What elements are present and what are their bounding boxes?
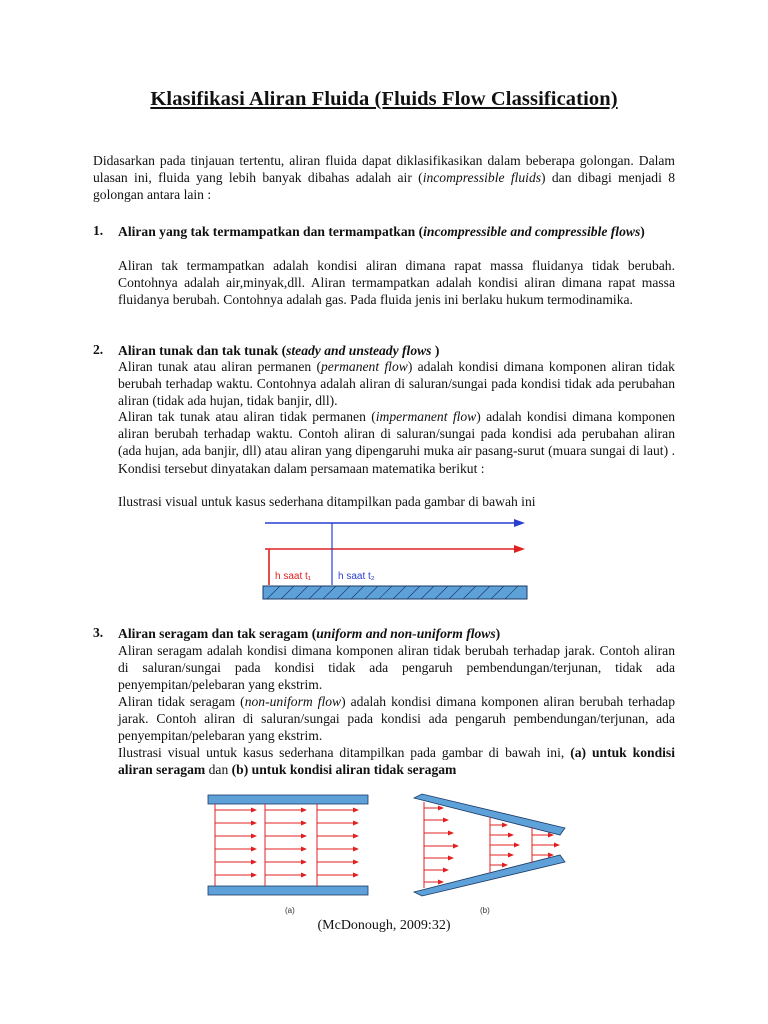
uniform-velocity-arrows	[215, 808, 359, 878]
section-3-para-2	[118, 693, 675, 745]
uniform-arrow-1-1-head	[301, 821, 307, 826]
nonuniform-arrow-b-3-head	[508, 853, 514, 858]
section-2-para-2	[118, 408, 675, 477]
flow-arrow-t1-head	[514, 545, 525, 553]
intro-text-1: Didasarkan pada tinjauan tertentu, aliran fluida dapat diklasifikasikan dalam beberapa golongan. Dalam ulasan ini, fluida yang lebih banyak dibahas adalah air (	[93, 153, 675, 186]
section-3-p3-bold-b: (b) untuk kondisi aliran tidak seragam	[231, 762, 457, 778]
uniform-arrow-2-3-head	[353, 847, 359, 852]
section-3-number: 3.	[93, 625, 104, 640]
section-2-p1-italic: permanent flow	[320, 359, 408, 374]
page-title: Klasifikasi Aliran Fluida (Fluids Flow Classification)	[150, 88, 618, 110]
section-2-heading	[118, 342, 675, 359]
bottom-wall	[208, 886, 368, 895]
section-1-heading-italic: incompressible and compressible flows	[423, 224, 641, 239]
nonuniform-arrow-a-1-head	[443, 818, 449, 823]
nonuniform-arrow-a-2-head	[448, 831, 454, 836]
uniform-arrow-1-0-head	[301, 808, 307, 813]
intro-italic: incompressible fluids	[422, 170, 542, 186]
intro-text-2: ) dan dibagi menjadi 8 golongan antara lain :	[93, 170, 675, 203]
nonuniform-arrow-a-3-head	[453, 844, 459, 849]
section-3-p2-italic: non-uniform flow	[244, 694, 342, 709]
section-3-p2-text: Aliran tidak seragam (	[118, 694, 245, 709]
uniform-arrow-1-3-head	[301, 847, 307, 852]
intro-paragraph	[93, 152, 675, 204]
nonuniform-arrow-a-0-head	[438, 806, 444, 811]
nonuniform-arrow-b-0-head	[502, 823, 508, 828]
uniform-arrow-0-5-head	[251, 873, 257, 878]
section-2-p1-text: Aliran tunak atau aliran permanen (	[118, 359, 321, 374]
section-3-heading-text: Aliran seragam dan tak seragam (	[118, 626, 317, 641]
nonuniform-arrow-c-1-head	[554, 843, 560, 848]
section-3-p3-bold-a: (a) untuk kondisi aliran seragam	[118, 745, 675, 778]
unsteady-flow-figure	[255, 515, 535, 605]
uniform-arrow-2-1-head	[353, 821, 359, 826]
section-2-para-1	[118, 358, 675, 410]
section-1-heading-text: Aliran yang tak termampatkan dan termampatkan (	[118, 224, 424, 239]
uniform-arrow-0-0-head	[251, 808, 257, 813]
citation: (McDonough, 2009:32)	[317, 918, 451, 933]
label-b: (b)	[480, 906, 490, 915]
section-2-p1-text-2: ) adalah kondisi dimana komponen aliran tidak berubah terhadap waktu. Contohnya adalah aliran di saluran/sungai pada kondisi tidak ada perubahan aliran (tidak ada hujan, tidak banjir, dll).	[118, 359, 675, 409]
label-h-t2: h saat t₂	[338, 571, 375, 582]
section-2-heading-end: )	[431, 343, 440, 358]
label-h-t1: h saat t₁	[275, 571, 312, 582]
section-1-body: Aliran tak termampatkan adalah kondisi aliran dimana rapat massa fluidanya tidak berubah. Contohnya adalah air,minyak,dll. Aliran termampatkan adalah kondisi aliran dimana rapat massa fluidanya berubah. Contohnya adalah gas. Pada fluida jenis ini berlaku hukum termodinamika.	[118, 258, 675, 308]
uniform-arrow-1-5-head	[301, 873, 307, 878]
section-3-p2-text-2: ) adalah kondisi dimana komponen aliran berubah terhadap jarak. Contoh aliran di saluran/sungai pada kondisi ada pengaruh pembendungan/terjunan, ada penyempitan/pelebaran yang ekstrim.	[118, 694, 675, 744]
section-3-p3-text: Ilustrasi visual untuk kasus sederhana ditampilkan pada gambar di bawah ini,	[118, 745, 571, 760]
uniform-arrow-2-0-head	[353, 808, 359, 813]
section-2-para-3: Ilustrasi visual untuk kasus sederhana ditampilkan pada gambar di bawah ini	[118, 494, 536, 509]
uniform-arrow-1-2-head	[301, 834, 307, 839]
uniform-arrow-2-2-head	[353, 834, 359, 839]
nonuniform-arrow-a-6-head	[438, 880, 444, 885]
uniform-arrow-2-5-head	[353, 873, 359, 878]
uniform-arrow-0-3-head	[251, 847, 257, 852]
section-2-heading-italic: steady and unsteady flows	[286, 343, 432, 358]
uniform-arrow-0-4-head	[251, 860, 257, 865]
section-3-heading-end: )	[495, 626, 501, 641]
section-3-p3-mid: dan	[205, 762, 232, 778]
section-2-p2-italic: impermanent flow	[375, 409, 477, 424]
uniform-arrow-0-2-head	[251, 834, 257, 839]
section-3-para-3	[118, 744, 675, 778]
section-2-number: 2.	[93, 342, 104, 357]
section-2-p2-text: Aliran tak tunak atau aliran tidak permanen (	[118, 409, 376, 424]
section-2-p2-text-2: ) adalah kondisi dimana komponen aliran berubah terhadap waktu. Contoh aliran di saluran/sungai pada kondisi ada perubahan aliran (ada hujan, ada banjir, dll) atau aliran yang dipengaruhi muka air pasang-surut (muara sungai di laut) . Kondisi tersebut dinyatakan dalam persamaan matematika berikut :	[118, 409, 675, 476]
section-3-heading-italic: uniform and non-uniform flows	[316, 626, 496, 641]
section-3-para-1: Aliran seragam adalah kondisi dimana komponen aliran tidak berubah terhadap jarak. Contoh aliran di saluran/sungai pada kondisi tidak ada pengaruh pembendungan/terjunan, tidak ada penyempitan/pelebaran yang ekstrim.	[118, 643, 675, 693]
uniform-arrow-0-1-head	[251, 821, 257, 826]
nonuniform-arrow-a-5-head	[443, 868, 449, 873]
nonuniform-arrow-a-4-head	[448, 856, 454, 861]
nonuniform-arrow-b-4-head	[502, 863, 508, 868]
section-1-heading	[118, 223, 675, 240]
uniform-arrow-1-4-head	[301, 860, 307, 865]
uniform-flow-figure	[205, 790, 375, 920]
flow-arrow-t2-head	[514, 519, 525, 527]
section-2-heading-text: Aliran tunak dan tak tunak (	[118, 343, 287, 358]
nonuniform-arrow-b-1-head	[508, 833, 514, 838]
nonuniform-arrow-b-2-head	[514, 843, 520, 848]
nonuniform-flow-figure	[410, 790, 570, 920]
uniform-arrow-2-4-head	[353, 860, 359, 865]
label-a: (a)	[285, 906, 295, 915]
section-1-number: 1.	[93, 223, 104, 238]
top-wall	[208, 795, 368, 804]
section-1-heading-end: )	[640, 224, 645, 239]
section-3-heading	[118, 625, 675, 642]
